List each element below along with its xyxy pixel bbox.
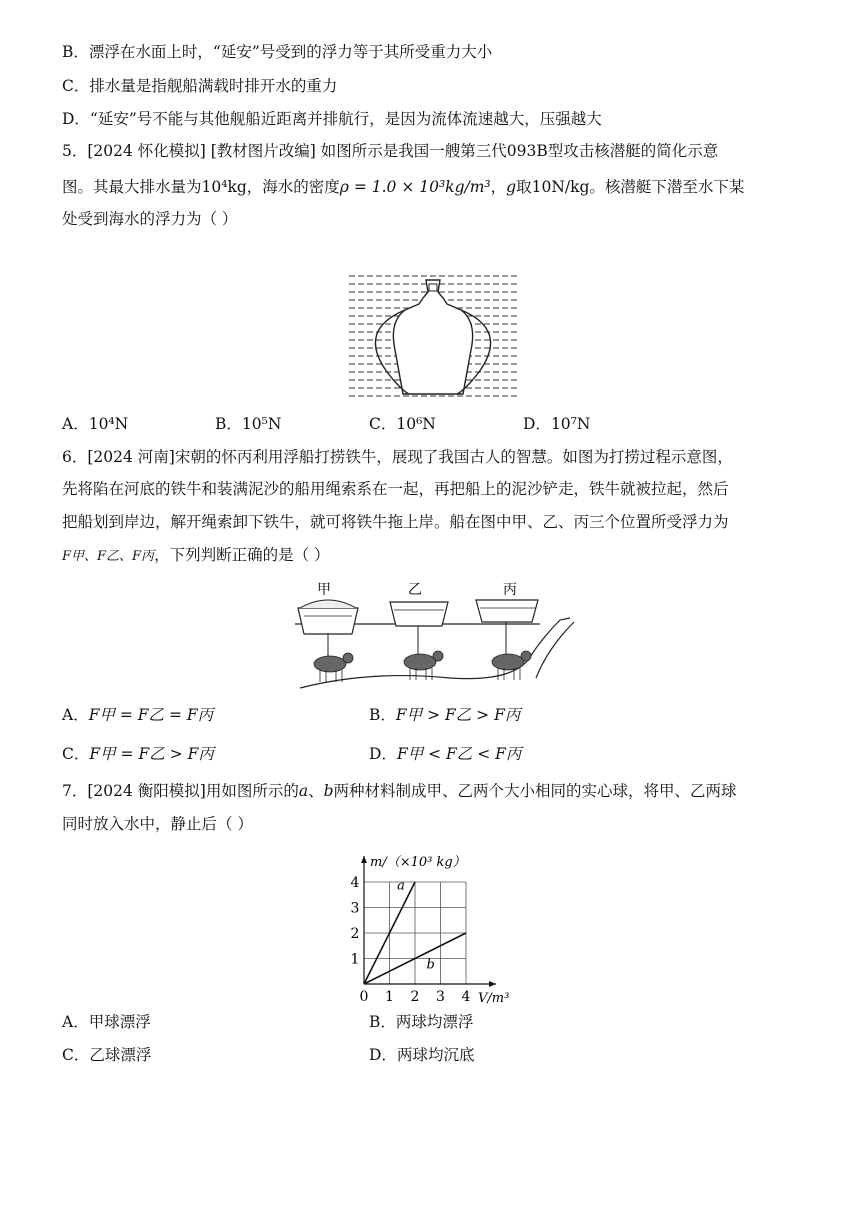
q4-option-b: B．漂浮在水面上时，“延安”号受到的浮力等于其所受重力大小 [62, 43, 493, 61]
x-tick-label: 0 [359, 989, 369, 1005]
x-axis-label: V/m³ [478, 991, 510, 1006]
mass-volume-chart [340, 842, 530, 1006]
ox-bing [492, 651, 531, 680]
submarine-figure [349, 270, 517, 404]
x-tick-label: 3 [436, 989, 445, 1005]
q5-option-b: B．10⁵N [215, 415, 282, 433]
q5-stem-line3: 处受到海水的浮力为（ ） [62, 210, 238, 228]
x-tick-label: 1 [385, 989, 394, 1005]
ox-jia [314, 653, 353, 682]
q6-option-c: C．F甲 = F乙 > F丙 [62, 745, 214, 763]
x-tick-label: 2 [410, 989, 420, 1005]
q6-option-a: A．F甲 = F乙 = F丙 [62, 706, 214, 724]
series-label-b: b [426, 957, 435, 973]
y-tick-label: 2 [350, 926, 360, 942]
q7-stem-line1: 7．[2024 衡阳模拟]用如图所示的a、b两种材料制成甲、乙两个大小相同的实心球，将甲、乙两球 [62, 782, 737, 800]
q5-option-d: D．10⁷N [523, 415, 591, 433]
q5-stem-line1: 5．[2024 怀化模拟] [教材图片改编] 如图所示是我国一艘第三代093B型攻击核潜艇的简化示意 [62, 142, 719, 160]
x-axis-arrow [489, 981, 496, 987]
q7-option-d: D．两球均沉底 [369, 1046, 475, 1064]
q6-stem-line4: F甲、F乙、F丙，下列判断正确的是（ ） [62, 546, 330, 564]
y-axis-arrow [361, 856, 367, 863]
y-tick-label: 1 [350, 951, 360, 968]
q7-option-a: A．甲球漂浮 [62, 1013, 151, 1031]
y-axis-label: m/（×10³ kg） [370, 855, 466, 870]
q5-option-c: C．10⁶N [369, 415, 436, 433]
q4-option-c: C．排水量是指舰船满载时排开水的重力 [62, 77, 338, 95]
q7-option-c: C．乙球漂浮 [62, 1046, 152, 1064]
q7-stem-line2: 同时放入水中，静止后（ ） [62, 815, 253, 833]
q6-stem-line3: 把船划到岸边，解开绳索卸下铁牛，就可将铁牛拖上岸。船在图中甲、乙、丙三个位置所受浮力为 [62, 513, 729, 531]
y-tick-label: 4 [350, 875, 360, 891]
label-bing: 丙 [503, 582, 517, 598]
q4-option-d: D．“延安”号不能与其他舰船近距离并排航行，是因为流体流速越大，压强越大 [62, 110, 602, 128]
label-yi: 乙 [408, 582, 422, 598]
q6-stem-line2: 先将陷在河底的铁牛和装满泥沙的船用绳索系在一起，再把船上的泥沙铲走，铁牛就被拉起，然后 [62, 480, 729, 498]
q7-option-b: B．两球均漂浮 [369, 1013, 474, 1031]
hull-outline [393, 280, 472, 394]
y-tick-label: 3 [350, 900, 360, 917]
series-label-a: a [397, 878, 405, 894]
x-tick-label: 4 [461, 989, 471, 1005]
label-jia: 甲 [317, 582, 331, 598]
q6-option-d: D．F甲 < F乙 < F丙 [369, 745, 522, 763]
q5-stem-line2: 图。其最大排水量为10⁴kg，海水的密度ρ = 1.0 × 10³kg/m³，g取10N/kg。核潜艇下潜至水下某 [62, 178, 745, 196]
boat-ox-figure [290, 578, 580, 694]
q6-option-b: B．F甲 > F乙 > F丙 [369, 706, 521, 724]
q5-option-a: A．10⁴N [62, 415, 129, 433]
q6-stem-line1: 6．[2024 河南]宋朝的怀丙利用浮船打捞铁牛，展现了我国古人的智慧。如图为打捞过程示意图， [62, 448, 733, 466]
